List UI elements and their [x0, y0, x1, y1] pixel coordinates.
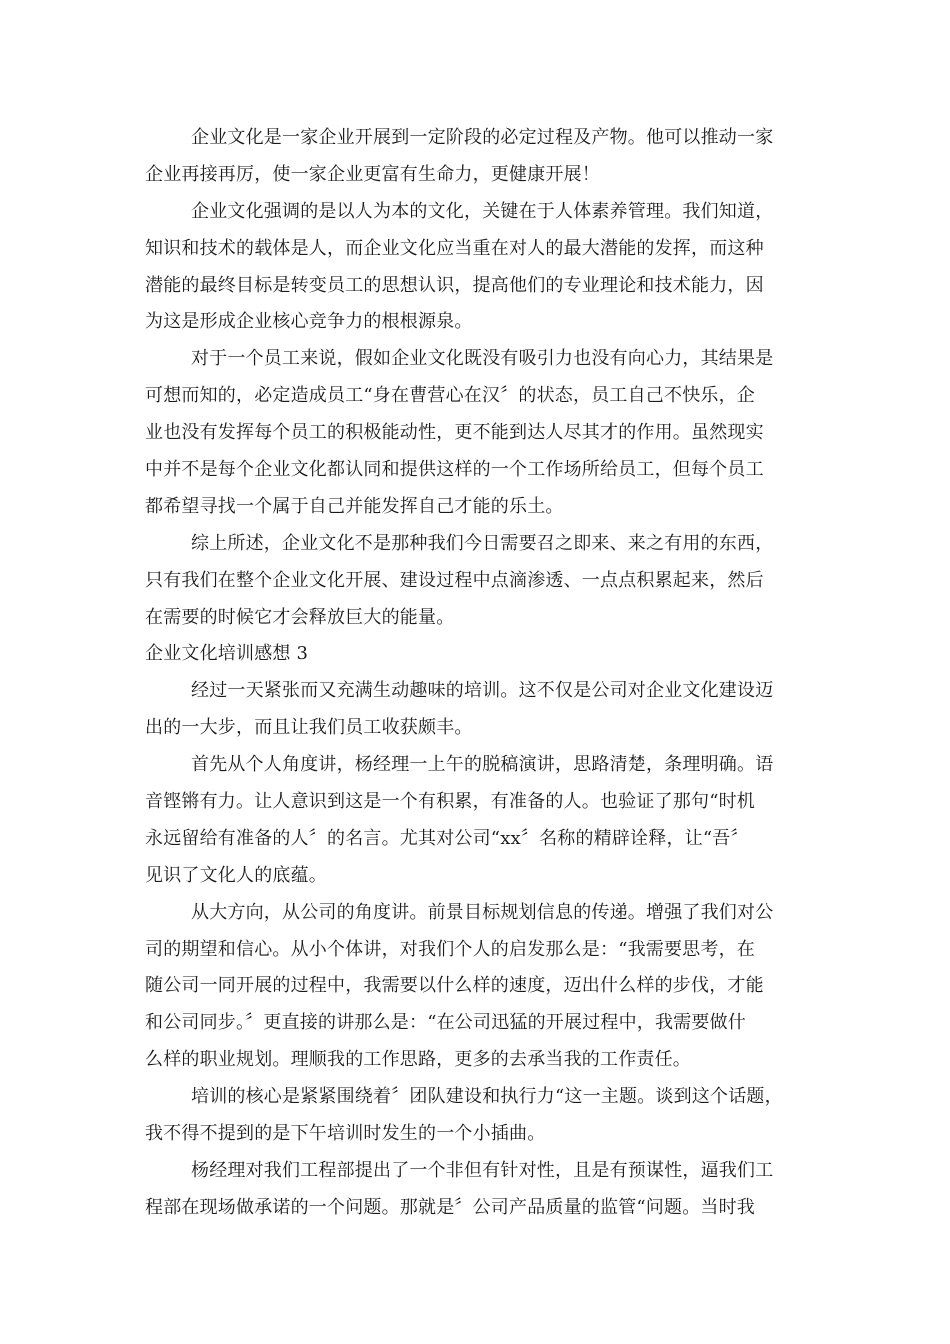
text-line: 经过一天紧张而又充满生动趣味的培训。这不仅是公司对企业文化建设迈 [191, 680, 774, 702]
paragraph-3 [145, 341, 810, 525]
paragraph-5 [145, 673, 810, 747]
text-line: 音铿锵有力。让人意识到这是一个有积累，有准备的人。也验证了那句“时机 [145, 791, 755, 813]
paragraph-7 [145, 895, 810, 1079]
text-line: 见识了文化人的底蕴。 [145, 864, 327, 886]
text-line: 企业文化强调的是以人为本的文化，关键在于人体素养管理。我们知道， [191, 200, 774, 222]
text-line: 都希望寻找一个属于自己并能发挥自己才能的乐土。 [145, 495, 564, 517]
paragraph-4 [145, 526, 810, 637]
text-line: 业也没有发挥每个员工的积极能动性，更不能到达人尽其才的作用。虽然现实 [145, 422, 764, 444]
text-line: 对于一个员工来说，假如企业文化既没有吸引力也没有向心力，其结果是 [191, 348, 774, 370]
text-line: 中并不是每个企业文化都认同和提供这样的一个工作场所给员工，但每个员工 [145, 459, 764, 481]
text-line: 综上所述，企业文化不是那种我们今日需要召之即来、来之有用的东西， [191, 532, 774, 554]
text-line: 培训的核心是紧紧围绕着〞团队建设和执行力“这一主题。谈到这个话题， [191, 1086, 783, 1108]
text-line: 企业再接再厉，使一家企业更富有生命力，更健康开展！ [145, 163, 600, 185]
text-line: 首先从个人角度讲，杨经理一上午的脱稿演讲，思路清楚，条理明确。语 [191, 754, 774, 776]
text-line: 司的期望和信心。从小个体讲，对我们个人的启发那么是：“我需要思考，在 [145, 938, 755, 960]
text-line: 和公司同步。〞更直接的讲那么是：“在公司迅猛的开展过程中，我需要做什 [145, 1012, 746, 1034]
text-line: 知识和技术的载体是人，而企业文化应当重在对人的最大潜能的发挥，而这种 [145, 237, 764, 259]
text-line: 在需要的时候它才会释放巨大的能量。 [145, 606, 455, 628]
paragraph-2 [145, 194, 810, 342]
paragraph-6 [145, 747, 810, 895]
paragraph-9 [145, 1153, 810, 1227]
section-heading: 企业文化培训感想 3 [145, 643, 309, 665]
text-line: 从大方向，从公司的角度讲。前景目标规划信息的传递。增强了我们对公 [191, 901, 774, 923]
text-line: 为这是形成企业核心竞争力的根根源泉。 [145, 311, 473, 333]
text-line: 随公司一同开展的过程中，我需要以什么样的速度，迈出什么样的步伐，才能 [145, 975, 764, 997]
text-line: 出的一大步，而且让我们员工收获颇丰。 [145, 717, 473, 739]
text-line: 可想而知的，必定造成员工“身在曹营心在汉〞的状态，员工自己不快乐，企 [145, 385, 755, 407]
text-line: 潜能的最终目标是转变员工的思想认识，提高他们的专业理论和技术能力，因 [145, 274, 764, 296]
text-line: 只有我们在整个企业文化开展、建设过程中点滴渗透、一点点积累起来，然后 [145, 569, 764, 591]
text-line: 程部在现场做承诺的一个问题。那就是〞公司产品质量的监管“问题。当时我 [145, 1196, 755, 1218]
text-line: 企业文化是一家企业开展到一定阶段的必定过程及产物。他可以推动一家 [191, 127, 774, 148]
text-line: 杨经理对我们工程部提出了一个非但有针对性，且是有预谋性，逼我们工 [191, 1159, 774, 1181]
paragraph-1 [145, 120, 810, 194]
text-line: 永远留给有准备的人〞的名言。尤其对公司“xx〞名称的精辟诠释，让“吾〞 [145, 827, 749, 849]
text-line: 我不得不提到的是下午培训时发生的一个小插曲。 [145, 1123, 546, 1145]
document-body [145, 120, 810, 1227]
paragraph-8 [145, 1079, 810, 1153]
text-line: 么样的职业规划。理顺我的工作思路，更多的去承当我的工作责任。 [145, 1049, 691, 1071]
